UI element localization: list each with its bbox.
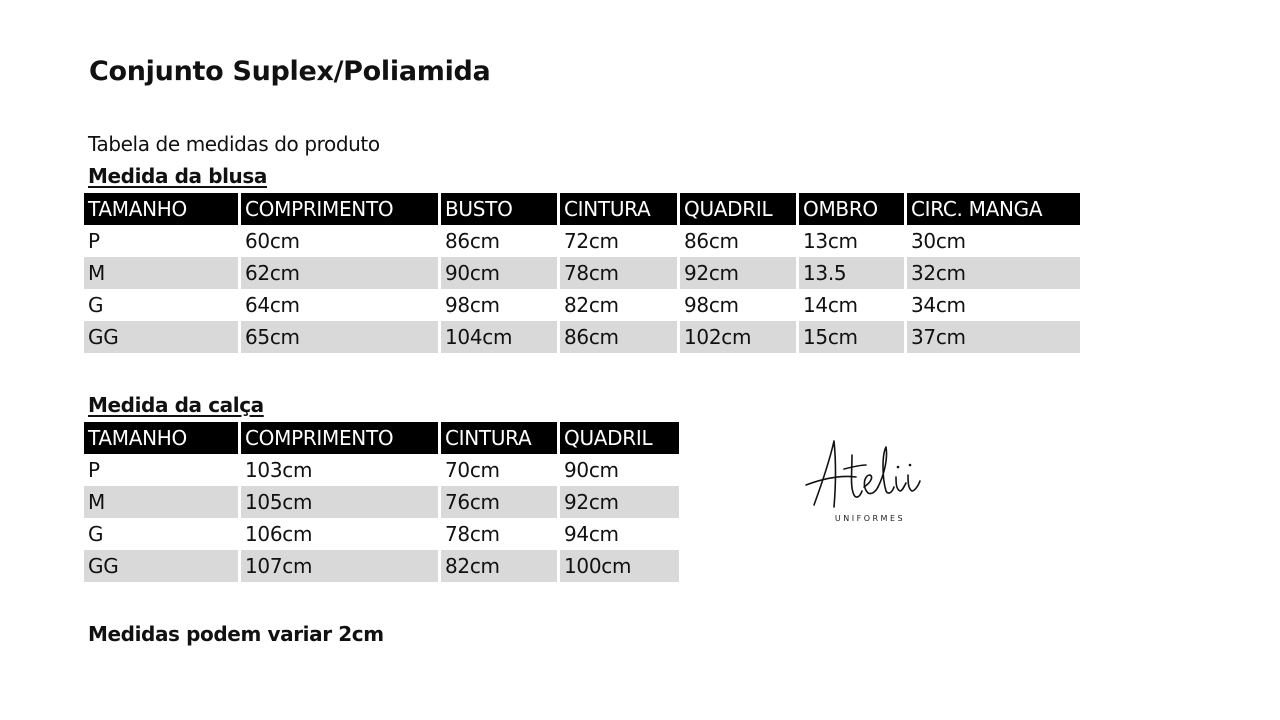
- table-cell: 13.5: [799, 257, 907, 289]
- column-header-circ-manga: CIRC. MANGA: [907, 193, 1080, 225]
- table-cell: 60cm: [241, 225, 441, 257]
- column-header-busto: BUSTO: [441, 193, 560, 225]
- table-cell: GG: [84, 550, 241, 582]
- table-cell: 78cm: [560, 257, 680, 289]
- table-cell: 106cm: [241, 518, 441, 550]
- table-cell: 86cm: [441, 225, 560, 257]
- logo-dot: [897, 466, 900, 469]
- table-row: [84, 518, 679, 550]
- table-cell: 100cm: [560, 550, 679, 582]
- table-cell: GG: [84, 321, 241, 353]
- column-header-quadril: QUADRIL: [560, 422, 679, 454]
- table-cell: 30cm: [907, 225, 1080, 257]
- column-header-tamanho: TAMANHO: [84, 193, 241, 225]
- document-title: Conjunto Suplex/Poliamida: [89, 56, 491, 87]
- table-cell: 105cm: [241, 486, 441, 518]
- table-cell: 72cm: [560, 225, 680, 257]
- table-cell: 98cm: [680, 289, 799, 321]
- logo-tagline: UNIFORMES: [834, 514, 906, 523]
- table-cell: 37cm: [907, 321, 1080, 353]
- table-cell: 76cm: [441, 486, 560, 518]
- table-row: [84, 257, 1080, 289]
- document-subtitle: Tabela de medidas do produto: [88, 132, 380, 156]
- table-cell: 15cm: [799, 321, 907, 353]
- table-row: [84, 225, 1080, 257]
- blusa-section-label: Medida da blusa: [88, 164, 268, 188]
- calca-size-table: [84, 422, 679, 582]
- calca-section-label: Medida da calça: [88, 393, 264, 417]
- table-cell: 34cm: [907, 289, 1080, 321]
- table-cell: 13cm: [799, 225, 907, 257]
- table-cell: M: [84, 486, 241, 518]
- table-cell: 92cm: [560, 486, 679, 518]
- measurement-note: Medidas podem variar 2cm: [88, 622, 384, 646]
- blusa-size-table: [84, 193, 1080, 353]
- table-row: [84, 486, 679, 518]
- table-row: [84, 321, 1080, 353]
- table-cell: 107cm: [241, 550, 441, 582]
- table-cell: 98cm: [441, 289, 560, 321]
- table-cell: P: [84, 454, 241, 486]
- table-cell: P: [84, 225, 241, 257]
- table-cell: 82cm: [441, 550, 560, 582]
- table-cell: G: [84, 518, 241, 550]
- table-header-row: [84, 193, 1080, 225]
- table-cell: 102cm: [680, 321, 799, 353]
- table-cell: 82cm: [560, 289, 680, 321]
- table-cell: 70cm: [441, 454, 560, 486]
- table-header-row: [84, 422, 679, 454]
- table-cell: 104cm: [441, 321, 560, 353]
- column-header-cintura: CINTURA: [560, 193, 680, 225]
- table-cell: 94cm: [560, 518, 679, 550]
- column-header-comprimento: COMPRIMENTO: [241, 193, 441, 225]
- table-cell: 32cm: [907, 257, 1080, 289]
- table-cell: 86cm: [680, 225, 799, 257]
- table-row: [84, 454, 679, 486]
- table-cell: 90cm: [560, 454, 679, 486]
- column-header-cintura: CINTURA: [441, 422, 560, 454]
- column-header-ombro: OMBRO: [799, 193, 907, 225]
- table-cell: 64cm: [241, 289, 441, 321]
- table-cell: 62cm: [241, 257, 441, 289]
- column-header-comprimento: COMPRIMENTO: [241, 422, 441, 454]
- logo-dot: [909, 464, 912, 467]
- column-header-quadril: QUADRIL: [680, 193, 799, 225]
- column-header-tamanho: TAMANHO: [84, 422, 241, 454]
- table-cell: 92cm: [680, 257, 799, 289]
- table-cell: 86cm: [560, 321, 680, 353]
- table-cell: 14cm: [799, 289, 907, 321]
- table-cell: 78cm: [441, 518, 560, 550]
- table-row: [84, 289, 1080, 321]
- table-cell: M: [84, 257, 241, 289]
- table-cell: G: [84, 289, 241, 321]
- table-row: [84, 550, 679, 582]
- table-cell: 103cm: [241, 454, 441, 486]
- table-cell: 90cm: [441, 257, 560, 289]
- table-cell: 65cm: [241, 321, 441, 353]
